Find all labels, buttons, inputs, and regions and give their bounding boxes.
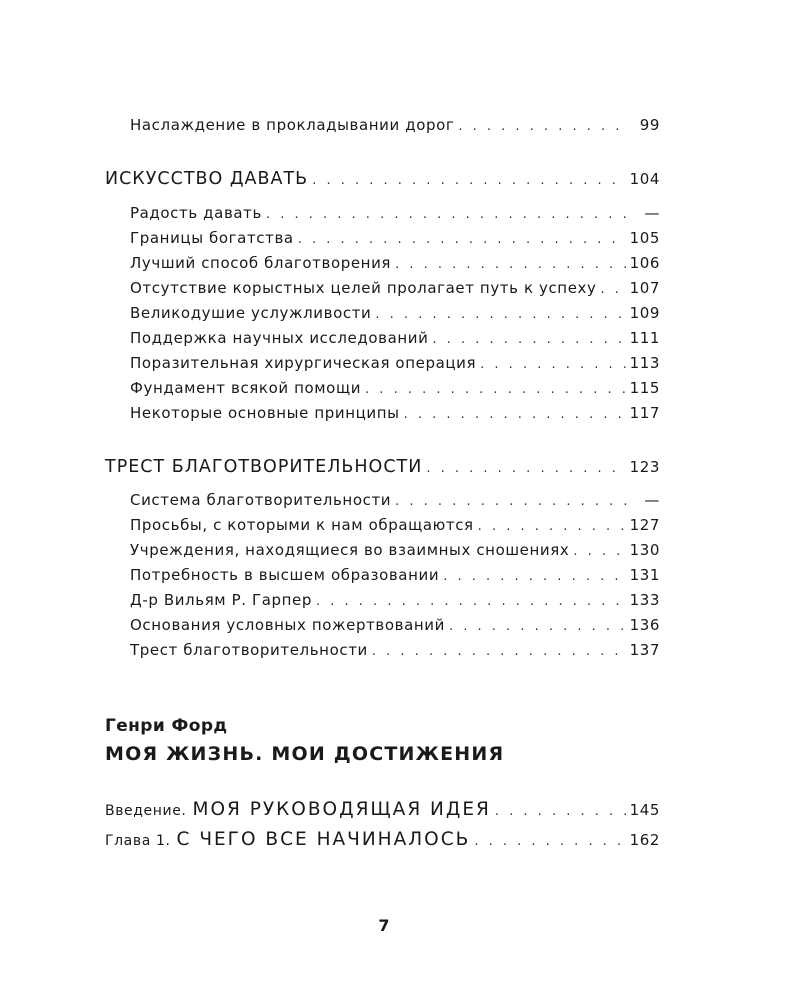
toc-entry-page: 109 (629, 304, 660, 322)
book-author: Генри Форд (105, 716, 228, 736)
toc-entry-title: Некоторые основные принципы (130, 404, 400, 422)
toc-entry-title: Потребность в высшем образовании (130, 566, 440, 584)
toc-section-heading (105, 457, 660, 477)
toc-entry (130, 641, 660, 659)
dot-leader (404, 407, 626, 422)
chapter-label: Введение. (105, 803, 187, 819)
toc-entry (130, 591, 660, 609)
toc-chapter (105, 829, 660, 850)
dot-leader (495, 804, 626, 819)
dot-leader (372, 644, 626, 659)
dot-leader (266, 207, 628, 222)
toc-entry (130, 379, 660, 397)
toc-entry-page: 115 (629, 379, 660, 397)
toc-entry-title: Просьбы, с которыми к нам обращаются (130, 516, 474, 534)
dot-leader (312, 173, 625, 188)
toc-entry-title: Поразительная хирургическая операция (130, 354, 477, 372)
dot-leader (601, 282, 626, 297)
toc-entry (130, 616, 660, 634)
toc-entry-page: 130 (629, 541, 660, 559)
toc-entry-title: Фундамент всякой помощи (130, 379, 362, 397)
chapter-page: 145 (629, 801, 660, 819)
toc-entry-page: 117 (629, 404, 660, 422)
toc-section-heading (105, 169, 660, 189)
toc-entry-page: 136 (629, 616, 660, 634)
toc-entry-title: Границы богатства (130, 229, 294, 247)
dot-leader (432, 332, 625, 347)
chapter-title: С ЧЕГО ВСЕ НАЧИНАЛОСЬ (176, 829, 471, 850)
toc-entry-title: Учреждения, находящиеся во взаимных сношениях (130, 541, 570, 559)
dot-leader (480, 357, 625, 372)
toc-entry-page: 99 (639, 116, 660, 134)
section-page: 104 (629, 170, 660, 188)
page-number: 7 (378, 916, 390, 935)
toc-entry-page: — (644, 491, 660, 509)
toc-entry-title: Основания условных пожертвований (130, 616, 445, 634)
dot-leader (573, 544, 625, 559)
chapter-label: Глава 1. (105, 833, 171, 849)
toc-entry-page: 107 (629, 279, 660, 297)
toc-entry (130, 516, 660, 534)
toc-entry-page: 131 (629, 566, 660, 584)
toc-entry-title: Отсутствие корыстных целей пролагает путь к успеху (130, 279, 597, 297)
toc-entry (130, 354, 660, 372)
toc-entry (130, 404, 660, 422)
dot-leader (474, 834, 625, 849)
toc-entry-page: 111 (629, 329, 660, 347)
toc-entry-title: Великодушие услужливости (130, 304, 372, 322)
toc-entry (130, 279, 660, 297)
chapter-title: МОЯ РУКОВОДЯЩАЯ ИДЕЯ (192, 799, 491, 820)
toc-entry-page: 127 (629, 516, 660, 534)
dot-leader (449, 619, 626, 634)
toc-entry-title: Радость давать (130, 204, 262, 222)
toc-entry (130, 116, 660, 134)
toc-entry (130, 254, 660, 272)
toc-entry-page: 105 (629, 229, 660, 247)
toc-entry-title: Трест благотворительности (130, 641, 368, 659)
toc-entry (130, 566, 660, 584)
toc-chapter (105, 799, 660, 820)
toc-entry-page: 133 (629, 591, 660, 609)
dot-leader (375, 307, 625, 322)
toc-entry (130, 229, 660, 247)
dot-leader (316, 594, 626, 609)
toc-entry-title: Наслаждение в прокладывании дорог (130, 116, 455, 134)
toc-entry-page: 137 (629, 641, 660, 659)
toc-entry-page: — (644, 204, 660, 222)
dot-leader (478, 519, 626, 534)
toc-entry (130, 541, 660, 559)
dot-leader (365, 382, 626, 397)
book-title: МОЯ ЖИЗНЬ. МОИ ДОСТИЖЕНИЯ (105, 743, 505, 765)
toc-entry-page: 106 (629, 254, 660, 272)
toc-entry-title: Д-р Вильям Р. Гарпер (130, 591, 312, 609)
toc-entry-title: Лучший способ благотворения (130, 254, 392, 272)
dot-leader (395, 257, 626, 272)
dot-leader (426, 461, 625, 476)
dot-leader (443, 569, 625, 584)
toc-entry (130, 304, 660, 322)
toc-entry (130, 204, 660, 222)
toc-entry (130, 329, 660, 347)
toc-entry-title: Система благотворительности (130, 491, 392, 509)
dot-leader (298, 232, 626, 247)
toc-entry (130, 491, 660, 509)
section-page: 123 (629, 458, 660, 476)
toc-entry-title: Поддержка научных исследований (130, 329, 429, 347)
toc-entry-page: 113 (629, 354, 660, 372)
dot-leader (458, 119, 628, 134)
section-title: ТРЕСТ БЛАГОТВОРИТЕЛЬНОСТИ (105, 457, 423, 477)
chapter-page: 162 (629, 831, 660, 849)
section-title: ИСКУССТВО ДАВАТЬ (105, 169, 309, 189)
dot-leader (395, 494, 628, 509)
